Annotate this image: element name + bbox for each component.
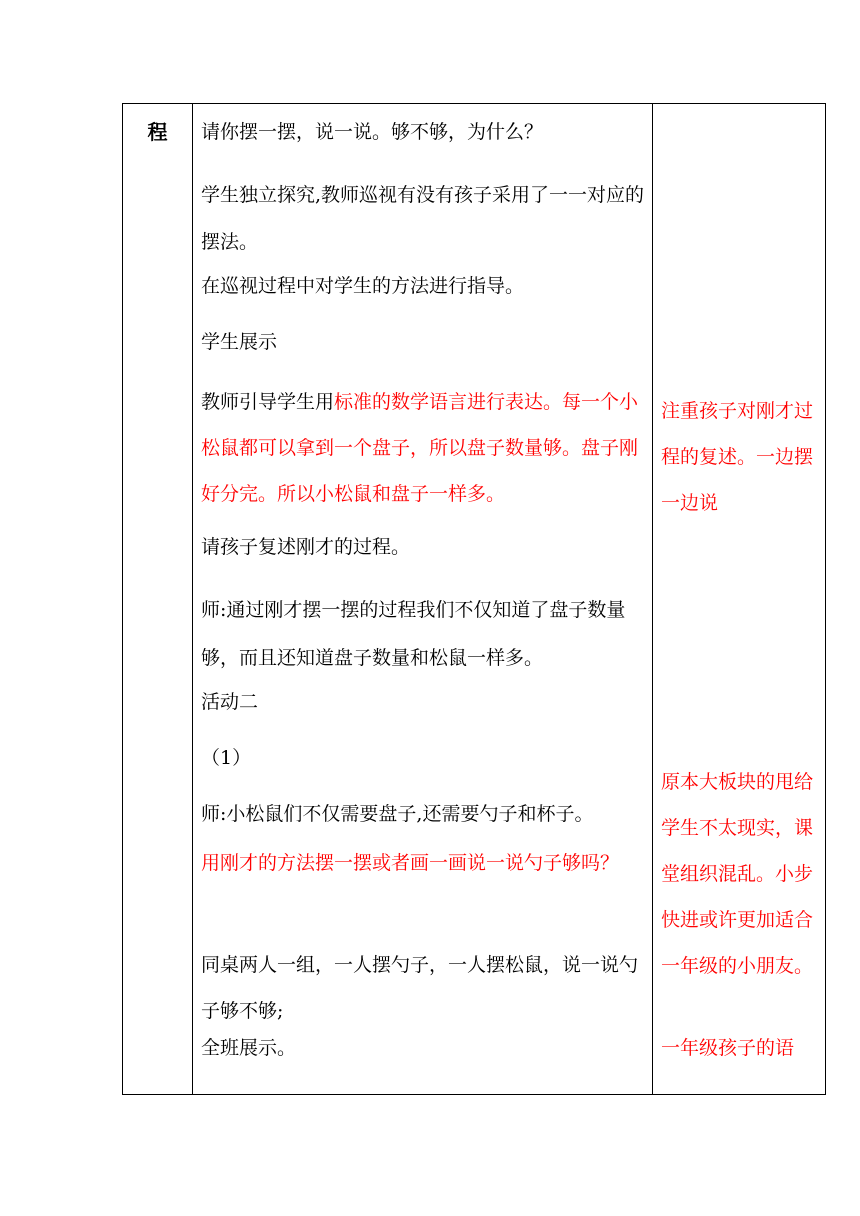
content-paragraph: 师:小松鼠们不仅需要盘子,还需要勺子和杯子。 [201,803,594,825]
content-paragraph: 在巡视过程中对学生的方法进行指导。 [201,275,525,297]
comment-note: 原本大板块的甩给学生不太现实，课堂组织混乱。小步快进或许更加适合一年级的小朋友。 [661,771,814,977]
comment-note: 注重孩子对刚才过程的复述。一边摆一边说 [661,400,814,514]
content-paragraph: 全班展示。 [201,1037,297,1059]
column-divider [652,104,653,1094]
highlighted-paragraph: 用刚才的方法摆一摆或者画一画说一说勺子够吗？ [201,852,620,874]
content-paragraph: （1） [201,747,252,769]
stage-label: 程 [147,120,168,144]
lesson-plan-table [122,103,826,1095]
content-paragraph: 师:通过刚才摆一摆的过程我们不仅知道了盘子数量够，而且还知道盘子数量和松鼠一样多。 [201,599,626,669]
content-paragraph: 同桌两人一组，一人摆勺子，一人摆松鼠，说一说勺子够不够; [201,954,639,1022]
content-text: 教师引导学生用 [201,391,335,413]
content-paragraph: 学生独立探究,教师巡视有没有孩子采用了一一对应的摆法。 [201,184,645,253]
content-paragraph: 活动二 [201,691,259,713]
highlighted-text: 标准的数学语言进行表达。每一个小松鼠都可以拿到一个盘子，所以盘子数量够。盘子刚好分完。所以小松鼠和盘子一样多。 [201,391,639,505]
comment-note: 一年级孩子的语 [661,1037,795,1059]
content-paragraph: 请你摆一摆，说一说。够不够，为什么？ [201,121,544,143]
content-paragraph: 学生展示 [201,331,278,353]
column-divider [192,104,193,1094]
content-paragraph [201,379,649,517]
content-paragraph: 请孩子复述刚才的过程。 [201,536,411,558]
